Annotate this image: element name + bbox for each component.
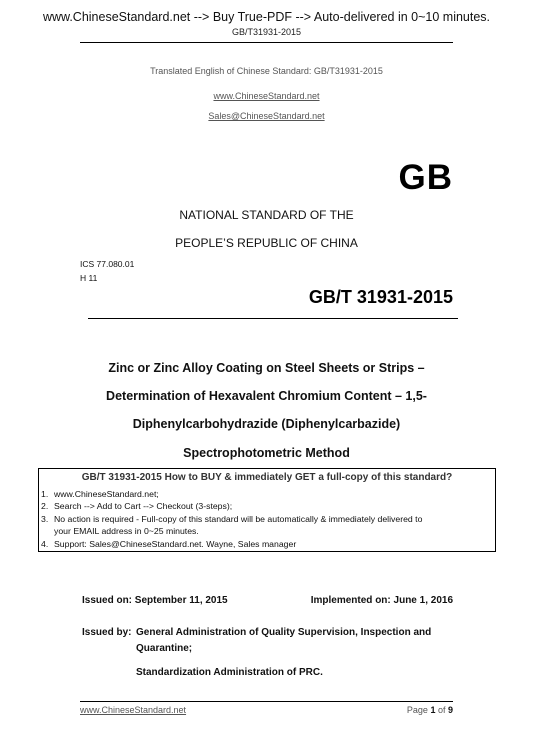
purchase-step-website[interactable]: www.ChineseStandard.net; [54,489,159,499]
translation-website-wrap [0,86,533,104]
translation-email-link[interactable]: Sales@ChineseStandard.net [208,111,325,121]
issuer-line-3: Standardization Administration of PRC. [136,667,323,678]
issuing-organizations [82,625,431,681]
standard-divider [88,318,458,319]
implemented-date: Implemented on: June 1, 2016 [310,595,453,606]
title-line-1: Zinc or Zinc Alloy Coating on Steel Sheets or Strips – [108,361,425,375]
gb-logo: GB [398,158,453,197]
h-code: H 11 [80,273,98,283]
current-page: 1 [430,705,436,715]
list-item: 4. Support: Sales@ChineseStandard.net. Wayne, Sales manager [41,538,297,549]
list-item: your EMAIL address in 0~25 minutes. [54,526,199,537]
translation-email-wrap [0,106,533,124]
standard-number: GB/T 31931-2015 [308,287,453,307]
translation-note: Translated English of Chinese Standard: GB/T31931-2015 [150,66,383,76]
header-divider [80,42,453,43]
issuer-line-2: Quarantine; [136,643,193,654]
issued-date: Issued on: September 11, 2015 [82,595,228,606]
issued-by-label: Issued by: [82,627,132,638]
title-line-3: Diphenylcarbohydrazide (Diphenylcarbazide) [132,417,401,431]
ics-code: ICS 77.080.01 [80,259,135,269]
translation-website-link[interactable]: www.ChineseStandard.net [213,91,320,101]
purchase-info-box [38,468,496,552]
purchase-steps-list [41,488,491,550]
page-indicator: Page 1 of 9 [406,705,453,715]
footer-divider [80,701,453,702]
total-pages: 9 [447,705,453,715]
list-item: 3. No action is required - Full-copy of this standard will be automatically & immediately delivered to [41,513,423,524]
national-standard-line2: PEOPLE’S REPUBLIC OF CHINA [175,236,358,250]
top-banner[interactable]: www.ChineseStandard.net --> Buy True-PDF --> Auto-delivered in 0~10 minutes. [42,10,491,24]
purchase-box-heading: GB/T 31931-2015 How to BUY & immediately GET a full-copy of this standard? [81,472,453,483]
footer-website-link[interactable]: www.ChineseStandard.net [80,705,187,715]
header-standard-code: GB/T31931-2015 [231,27,302,37]
national-standard-line1: NATIONAL STANDARD OF THE [179,208,354,222]
title-line-2: Determination of Hexavalent Chromium Content – 1,5- [106,389,427,403]
list-item: 1. www.ChineseStandard.net; [41,488,491,500]
list-item: 2. Search --> Add to Cart --> Checkout (3-steps); [41,501,233,512]
title-line-4: Spectrophotometric Method [183,446,350,460]
issuer-line-1: General Administration of Quality Supervision, Inspection and [136,627,432,638]
